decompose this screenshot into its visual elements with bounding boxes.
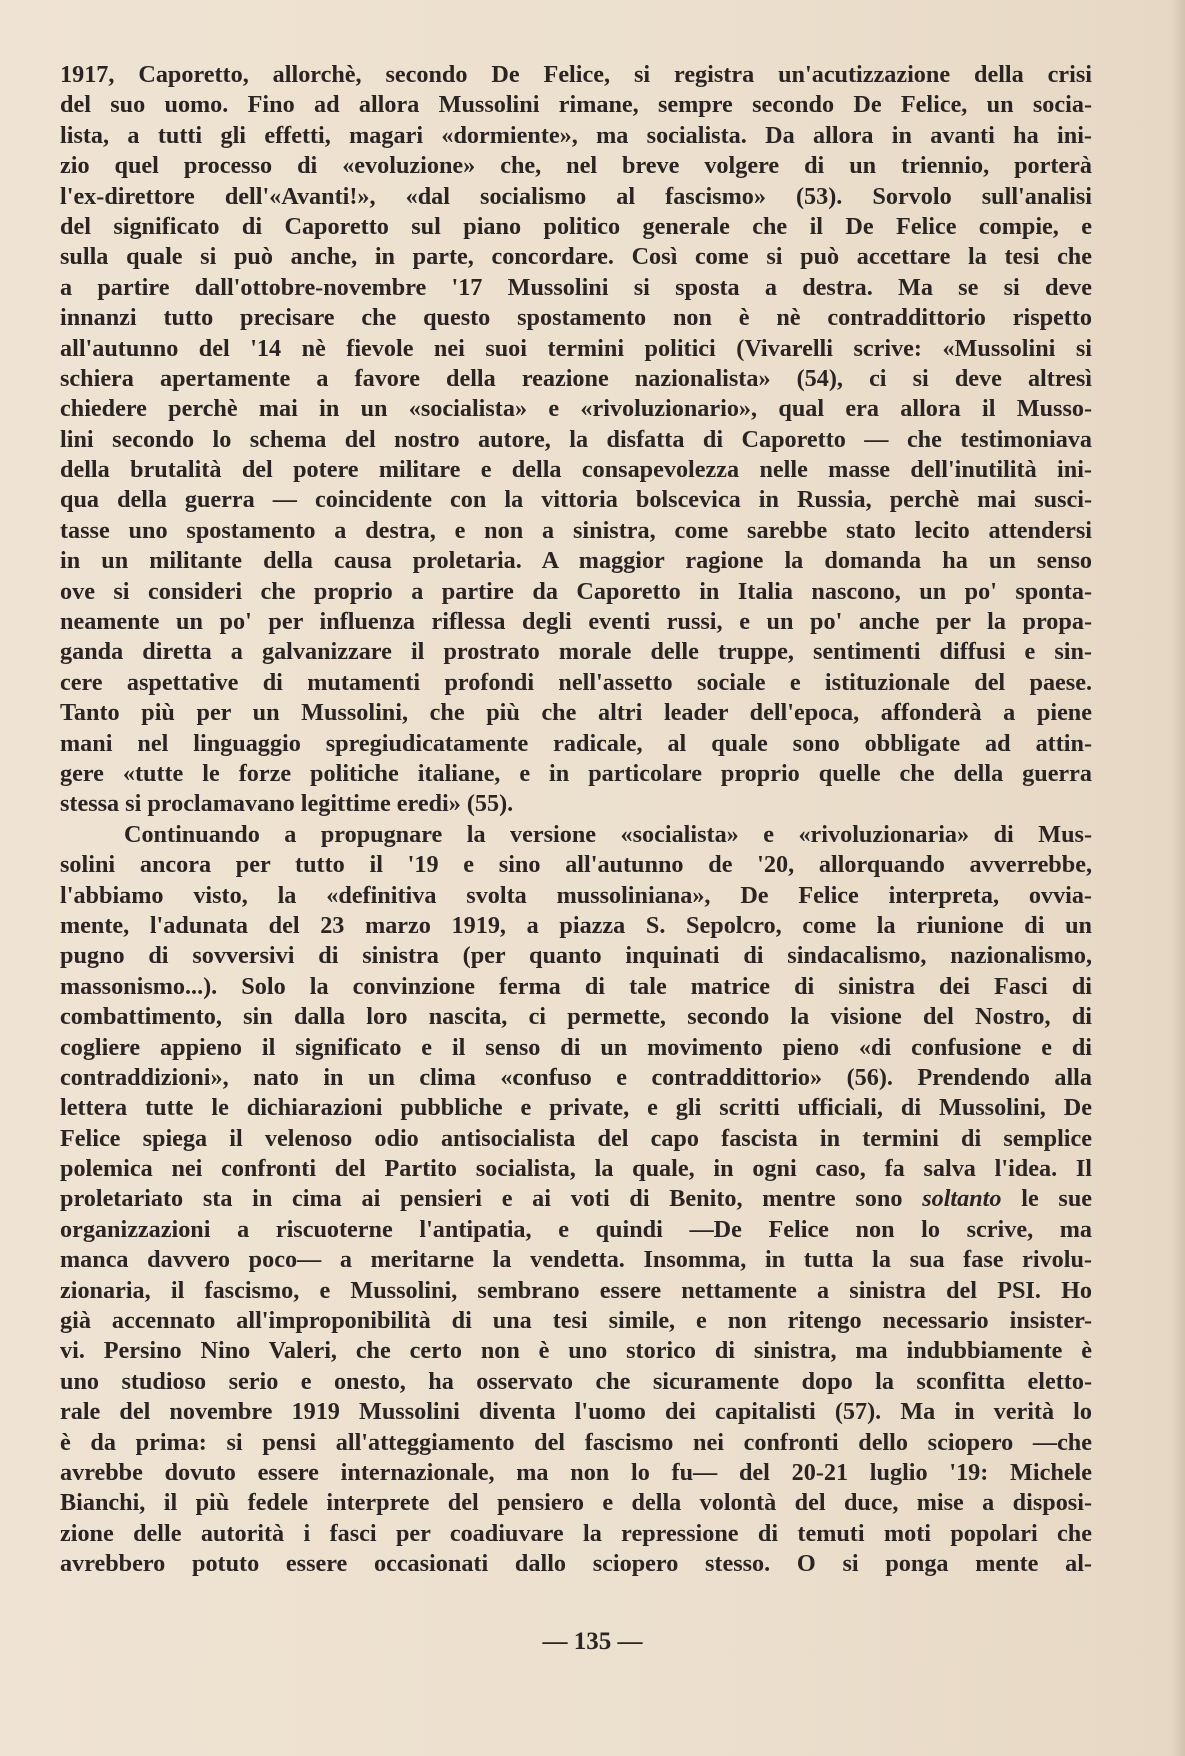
- text-line-with-emphasis: [60, 1184, 1092, 1214]
- text-line: ganda diretta a galvanizzare il prostrato morale delle truppe, sentimenti diffusi e sin-: [60, 638, 1092, 666]
- text-line: della brutalità del potere militare e della consapevolezza nelle masse dell'inutilità ini-: [60, 456, 1092, 484]
- text-line: pugno di sovversivi di sinistra (per quanto inquinati di sindacalismo, nazionalismo,: [60, 942, 1092, 970]
- text-line: cogliere appieno il significato e il senso di un movimento pieno «di confusione e di: [60, 1033, 1092, 1061]
- text-line: qua della guerra — coincidente con la vittoria bolscevica in Russia, perchè mai susci-: [60, 486, 1092, 514]
- paragraph-1: [60, 60, 1092, 820]
- text-line: contraddizioni», nato in un clima «confuso e contraddittorio» (56). Prendendo alla: [60, 1063, 1092, 1091]
- text-line: Bianchi, il più fedele interprete del pensiero e della volontà del duce, mise a disposi-: [60, 1489, 1092, 1517]
- text-line: Continuando a propugnare la versione «socialista» e «rivoluzionaria» di Mus-: [124, 820, 1092, 848]
- text-line: lettera tutte le dichiarazioni pubbliche e private, e gli scritti ufficiali, di Mussolini, De: [60, 1094, 1092, 1122]
- text-line: neamente un po' per influenza riflessa degli eventi russi, e un po' anche per la propa-: [60, 608, 1092, 636]
- text-line: 1917, Caporetto, allorchè, secondo De Felice, si registra un'acutizzazione della crisi: [60, 61, 1092, 88]
- text-line: organizzazioni a riscuoterne l'antipatia, e quindi —De Felice non lo scrive, ma: [60, 1215, 1092, 1243]
- text-line: zio quel processo di «evoluzione» che, nel breve volgere di un triennio, porterà: [60, 152, 1092, 180]
- text-line: sulla quale si può anche, in parte, concordare. Così come si può accettare la tesi che: [60, 243, 1092, 271]
- page-number: — 135 —: [542, 1628, 643, 1655]
- text-line: in un militante della causa proletaria. A maggior ragione la domanda ha un senso: [60, 547, 1092, 575]
- text-line: avrebbero potuto essere occasionati dallo sciopero stesso. O si ponga mente al-: [60, 1550, 1092, 1578]
- text-line: solini ancora per tutto il '19 e sino all'autunno de '20, allorquando avverrebbe,: [60, 851, 1092, 879]
- page-edge-shadow: [1171, 0, 1185, 1756]
- text-line: zione delle autorità i fasci per coadiuvare la repressione di temuti moti popolari che: [60, 1519, 1092, 1547]
- text-line: innanzi tutto precisare che questo spostamento non è nè contraddittorio rispetto: [60, 304, 1092, 332]
- text-line: all'autunno del '14 nè fievole nei suoi termini politici (Vivarelli scrive: «Mussolini si: [60, 334, 1092, 362]
- text-line: mani nel linguaggio spregiudicatamente radicale, al quale sono obbligate ad attin-: [60, 729, 1092, 757]
- text-line: l'ex-direttore dell'«Avanti!», «dal socialismo al fascismo» (53). Sorvolo sull'analisi: [60, 182, 1092, 210]
- text-line: avrebbe dovuto essere internazionale, ma non lo fu— del 20-21 luglio '19: Michele: [60, 1458, 1092, 1486]
- text-line: schiera apertamente a favore della reazione nazionalista» (54), ci si deve altresì: [60, 364, 1092, 392]
- text-line: combattimento, sin dalla loro nascita, ci permette, secondo la visione del Nostro, di: [60, 1003, 1092, 1031]
- text-line: manca davvero poco— a meritarne la vendetta. Insomma, in tutta la sua fase rivolu-: [60, 1246, 1092, 1274]
- text-line: mente, l'adunata del 23 marzo 1919, a piazza S. Sepolcro, come la riunione di un: [60, 911, 1092, 939]
- emphasis-word: soltanto: [922, 1185, 1002, 1213]
- text-line: Felice spiega il velenoso odio antisocialista del capo fascista in termini di semplice: [60, 1124, 1092, 1152]
- text-line: già accennato all'improponibilità di una tesi simile, e non ritengo necessario insister-: [60, 1307, 1092, 1335]
- text-line: del significato di Caporetto sul piano politico generale che il De Felice compie, e: [60, 212, 1092, 240]
- text-line: zionaria, il fascismo, e Mussolini, sembrano essere nettamente a sinistra del PSI. Ho: [60, 1276, 1092, 1304]
- text-line: vi. Persino Nino Valeri, che certo non è uno storico di sinistra, ma indubbiamente è: [60, 1337, 1092, 1365]
- text-line: gere «tutte le forze politiche italiane, e in particolare proprio quelle che della guerra: [60, 759, 1092, 787]
- text-line: chiedere perchè mai in un «socialista» e «rivoluzionario», qual era allora il Musso-: [60, 395, 1092, 423]
- body-text: [60, 60, 1092, 1580]
- paragraph-2: [60, 820, 1092, 1580]
- text-line: rale del novembre 1919 Mussolini diventa l'uomo dei capitalisti (57). Ma in verità lo: [60, 1398, 1092, 1426]
- text-line: massonismo...). Solo la convinzione ferma di tale matrice di sinistra dei Fasci di: [60, 972, 1092, 1000]
- text-line: tasse uno spostamento a destra, e non a sinistra, come sarebbe stato lecito attendersi: [60, 516, 1092, 544]
- text-line: lista, a tutti gli effetti, magari «dormiente», ma socialista. Da allora in avanti ha ini-: [60, 121, 1092, 149]
- text-line: cere aspettative di mutamenti profondi nell'assetto sociale e istituzionale del paese.: [60, 668, 1092, 696]
- text-line: del suo uomo. Fino ad allora Mussolini rimane, sempre secondo De Felice, un socia-: [60, 91, 1092, 119]
- text-line: stessa si proclamavano legittime eredi» (55).: [60, 790, 514, 818]
- text-line: l'abbiamo visto, la «definitiva svolta mussoliniana», De Felice interpreta, ovvia-: [60, 881, 1092, 909]
- text-line: uno studioso serio e onesto, ha osservato che sicuramente dopo la sconfitta eletto-: [60, 1367, 1092, 1395]
- text-line: ove si consideri che proprio a partire da Caporetto in Italia nascono, un po' sponta-: [60, 577, 1092, 605]
- text-line: è da prima: si pensi all'atteggiamento del fascismo nei confronti dello sciopero —che: [60, 1428, 1092, 1456]
- text-run: proletariato sta in cima ai pensieri e ai voti di Benito, mentre sono: [60, 1185, 923, 1213]
- text-line: a partire dall'ottobre-novembre '17 Mussolini si sposta a destra. Ma se si deve: [60, 273, 1092, 301]
- text-line: Tanto più per un Mussolini, che più che altri leader dell'epoca, affonderà a piene: [60, 699, 1092, 727]
- text-line: polemica nei confronti del Partito socialista, la quale, in ogni caso, fa salva l'idea. Il: [60, 1155, 1092, 1183]
- text-line: lini secondo lo schema del nostro autore, la disfatta di Caporetto — che testimoniava: [60, 425, 1092, 453]
- text-run: le sue: [1001, 1185, 1093, 1213]
